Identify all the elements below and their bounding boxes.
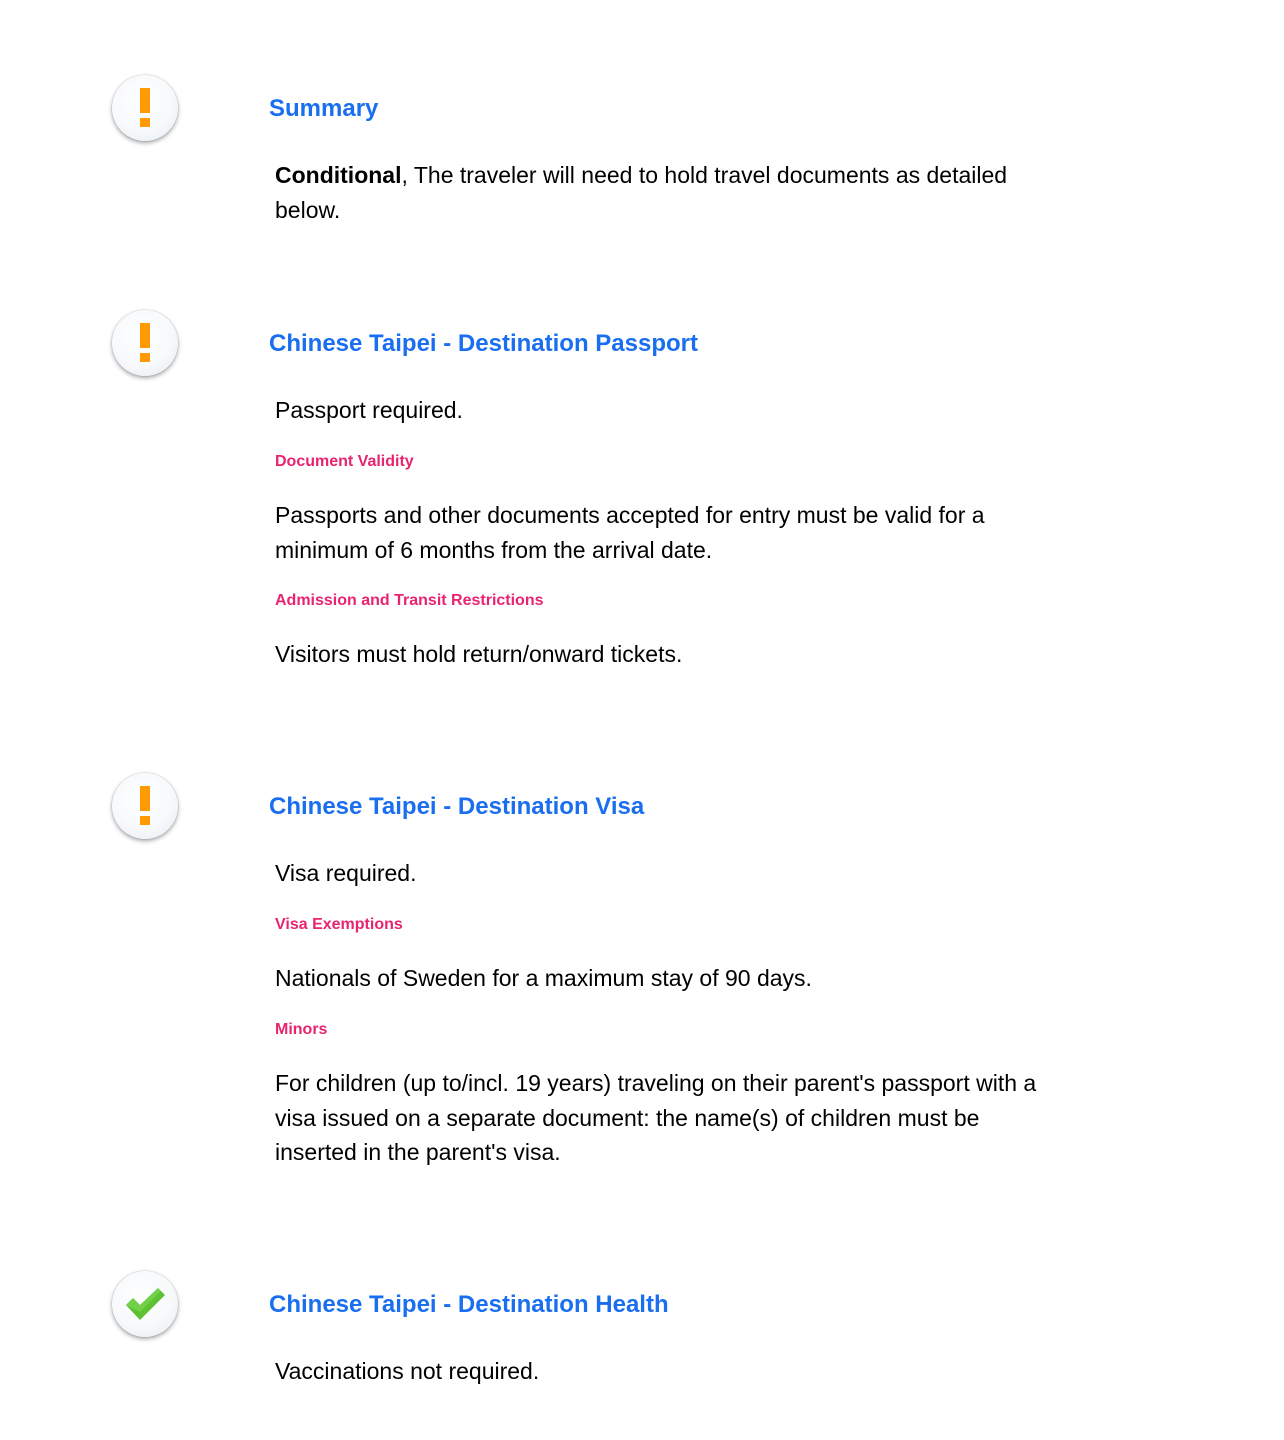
document-validity-text: Passports and other documents accepted for entry must be valid for a minimum of 6 months from the arrival date. (275, 502, 985, 563)
visa-title: Chinese Taipei - Destination Visa (269, 793, 645, 820)
passport-title: Chinese Taipei - Destination Passport (269, 330, 698, 357)
visa-requirement: Visa required. (275, 860, 417, 886)
status-word: Conditional (275, 162, 402, 188)
admission-restrictions-heading: Admission and Transit Restrictions (275, 592, 544, 609)
summary-description: , The traveler will need to hold travel documents as detailed below. (275, 162, 1008, 223)
visa-exemptions-text: Nationals of Sweden for a maximum stay of 90 days. (275, 965, 812, 991)
visa-exemptions-heading: Visa Exemptions (275, 916, 403, 933)
health-requirement: Vaccinations not required. (275, 1358, 540, 1384)
summary-text (275, 158, 1065, 227)
checkmark-icon (112, 1271, 178, 1337)
health-title: Chinese Taipei - Destination Health (269, 1291, 669, 1318)
warning-icon (112, 310, 178, 376)
minors-text: For children (up to/incl. 19 years) traveling on their parent's passport with a visa issued on a separate document: the name(s) of children must be inserted in the parent's visa. (275, 1070, 1037, 1165)
warning-icon (112, 75, 178, 141)
passport-requirement: Passport required. (275, 397, 463, 423)
document-validity-heading: Document Validity (275, 453, 414, 470)
summary-title: Summary (269, 95, 379, 122)
admission-restrictions-text: Visitors must hold return/onward tickets. (275, 641, 683, 667)
minors-heading: Minors (275, 1021, 328, 1038)
warning-icon (112, 773, 178, 839)
